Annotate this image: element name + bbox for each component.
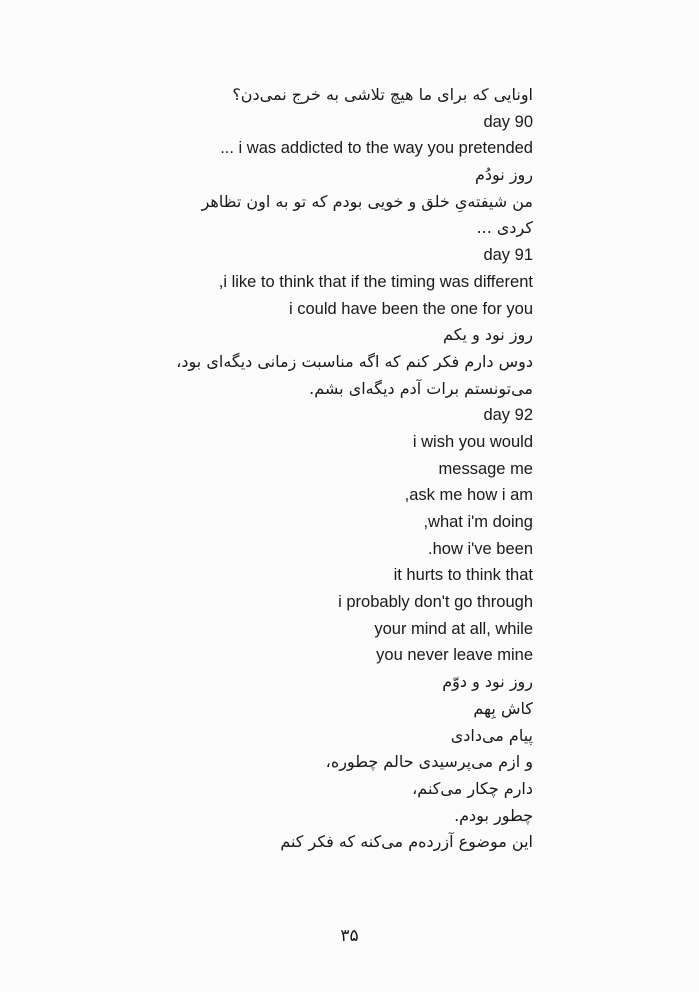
text-line: your mind at all, while [374,619,533,638]
text-line: دوس دارم فکر کنم که اگه مناسبت زمانی دیگه‌ای بود، [176,351,533,371]
text-line: روز نود و یکم [443,325,533,345]
text-line: کردی ... [476,218,533,238]
text-line: day 90 [483,112,533,131]
text-line: i probably don't go through [338,593,533,612]
text-line: دارم چکار می‌کنم، [412,778,533,798]
text-line: i wish you would [412,432,533,451]
text-line: i like to think that if the timing was different, [218,272,533,291]
text-line: کاش بِهم [473,698,533,718]
text-line: من شیفته‌یِ خلق و خویی بودم که تو به اون تظاهر [201,191,533,211]
text-line: روز نود و دوّم [442,672,533,692]
text-line: message me [438,459,533,478]
text-line: این موضوع آزرده‌م می‌کنه که فکر کنم [280,832,533,852]
text-line: و ازم می‌پرسیدی حالم چطوره، [325,752,533,772]
text-line: it hurts to think that [393,566,533,585]
text-line: روز نودُم [474,165,533,185]
text-line: day 92 [483,406,533,425]
text-line: what i'm doing, [423,513,533,531]
text-line: پیام می‌دادی [450,725,533,745]
text-line: i was addicted to the way you pretended ... [220,139,533,158]
text-line: چطور بودم. [454,805,533,825]
text-line: ask me how i am, [404,486,533,505]
text-line: اونایی که برای ما هیچ تلاشی به خرج نمی‌دن؟ [232,85,533,104]
text-line: day 91 [483,246,533,265]
text-line: how i've been. [428,539,533,558]
text-line: you never leave mine [376,646,533,665]
text-line: می‌تونستم برات آدم دیگه‌ای بشم. [309,378,533,398]
page-number: ۳۵ [340,926,359,946]
text-line: i could have been the one for you [288,299,533,318]
page-body [153,82,533,856]
